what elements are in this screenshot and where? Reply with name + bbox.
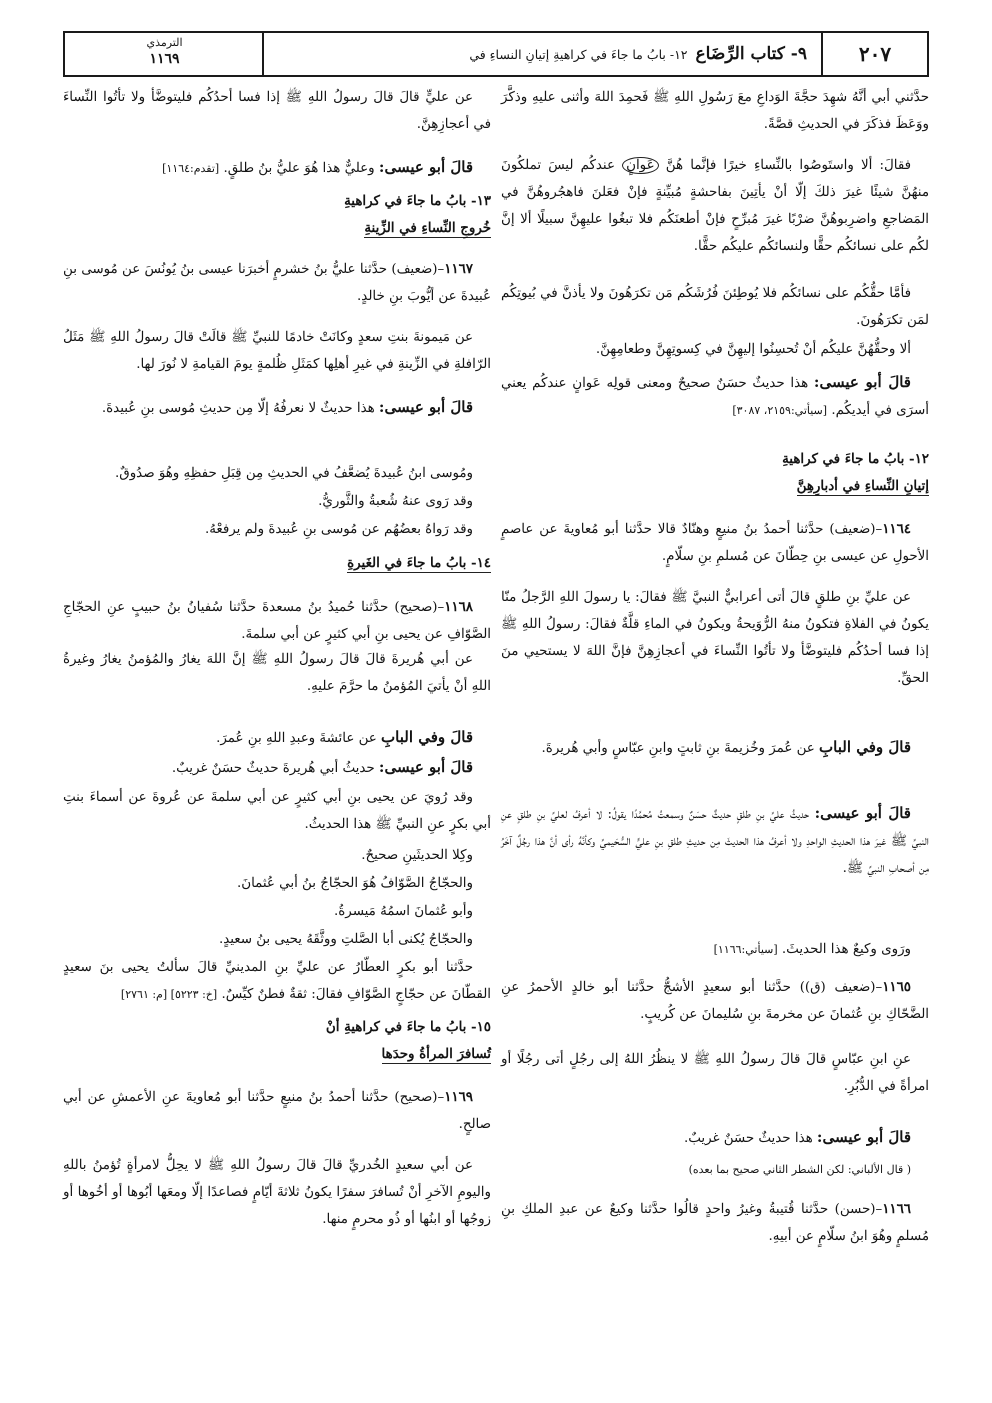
chapter-heading-line: ١٢- بابُ ما جاءَ في كراهيةِ bbox=[782, 451, 929, 467]
paragraph bbox=[63, 842, 491, 869]
text-line: حدَّثني أبي أنَّهُ شهِدَ حجَّةَ الوَداعِ معَ رَسُولِ اللهِ ﷺ فَحمِدَ اللهَ وأثنى عليهِ وذكَّرَ ووَعَظَ فذكَرَ في الحديثِ قصَّةً. bbox=[501, 90, 929, 132]
text-paragraph: وأبو عُثمانَ اسمُهُ مَيسرةُ. bbox=[334, 904, 473, 919]
isnad: ١١٦٨–(صحيح) حدَّثنا حُميدُ بنُ مسعدةَ حدَّثنا سُفيانُ بنُ حبيبٍ عنِ الحجّاجِ الصَّوّافِ عن يحيى بنِ أبي كثيرٍ عن أبي سلمةَ. bbox=[63, 599, 491, 642]
chapter-heading-text: ١٤- بابُ ما جاءَ في الغَيرةِ bbox=[347, 555, 491, 571]
tirmidhi-comment bbox=[501, 1124, 929, 1152]
chapter-title: ١٢- بابُ ما جاءَ في كراهيةِ إتيانِ النساءِ في bbox=[469, 46, 688, 62]
speaker-label: قالَ وفي البابِ bbox=[381, 728, 473, 746]
hadith-number: ١١٦٧ bbox=[444, 261, 474, 277]
circled-word: عَوانٍ bbox=[622, 157, 658, 174]
hadith-grade: (ضعيف) bbox=[829, 522, 876, 537]
cross-reference: [سيأتي:٢١٥٩، ٣٠٨٧] bbox=[732, 404, 828, 417]
hadith-number: ١١٦٥ bbox=[882, 979, 911, 995]
tirmidhi-comment bbox=[501, 369, 929, 424]
page-number: ٢٠٧ bbox=[821, 33, 927, 75]
paragraph bbox=[63, 516, 491, 543]
hadith-1167 bbox=[63, 256, 491, 310]
isnad-text: حدَّثنا حُميدُ بنُ مسعدةَ حدَّثنا سُفيانُ بنُ حبيبٍ عنِ الحجّاجِ الصَّوّافِ عن يحيى بنِ أبي كثيرٍ عن أبي سلمةَ. bbox=[63, 600, 491, 642]
paragraph bbox=[501, 84, 929, 138]
text-paragraph: فأمَّا حقُّكُم على نسائكُم فلا يُوطِئنَ فُرُشَكُم مَن تكرَهُونَ ولا يأذنَّ في بُيوتِكُم لمَن تكرَهُونَ. bbox=[501, 286, 929, 328]
paragraph bbox=[63, 898, 491, 925]
text-paragraph: عن مَيمونةَ بنتِ سعدٍ وكانَتْ خادمًا للنبيِّ ﷺ قالَتْ قالَ رسولُ اللهِ ﷺ مَثَلُ الرّافلةِ في الزِّينةِ في غيرِ أهلِها كمَثَلِ ظُلمةٍ يومَ القيامةِ لا نُورَ لها. bbox=[63, 330, 491, 372]
hadith-grade: (حسن) bbox=[834, 1202, 876, 1217]
isnad-text: حدَّثنا قُتيبةُ وغيرُ واحدٍ قالُوا حدَّثنا وكيعٌ عن عبدِ الملكِ بنِ مُسلمٍ وهُوَ ابنُ سلّامٍ عن أبيهِ. bbox=[501, 1202, 929, 1244]
text-paragraph bbox=[63, 394, 491, 422]
book-title: ٩- كتاب الرِّضَاع bbox=[695, 44, 807, 64]
cross-reference: [تقدم:١١٦٤] bbox=[162, 162, 220, 175]
editor-note bbox=[501, 1160, 929, 1180]
text-paragraph bbox=[63, 724, 491, 752]
paragraph bbox=[501, 152, 929, 260]
comment-text: هذا حديثٌ حسَنٌ صحيحٌ ومعنى قولِه عَوانٍ عندكُم يعني أسرَى في أيديكُم. bbox=[501, 376, 929, 418]
isnad: ١١٦٥–(ضعيف (ق)) حدَّثنا أبو سعيدٍ الأشجُّ حدَّثنا أبو خالدٍ الأحمرُ عنِ الضَّحّاكِ بنِ عُثمانَ عن مخرمةَ بنِ سُليمانَ عن كُريبٍ. bbox=[501, 979, 929, 1022]
chapter-heading bbox=[63, 188, 491, 242]
text-run: عندكُم ليسَ تملكُونَ منهُنَّ شيئًا غيرَ ذلكَ إلّا أنْ يأتِينَ بفاحشةٍ مُبيِّنةٍ فإنْ فعَلنَ فاهجُروهُنَّ في المَضاجعِ واضرِبوهُنَّ ضرْبًا غيرَ مُبرِّحٍ فإنْ أطعنَكُم فلا تبغُوا عليهِنَّ سبيلًا ألا إنَّ لكُم على نسائكُم حقًّا ولنسائكُم عليكُم حقًّا. bbox=[501, 158, 929, 254]
text-paragraph bbox=[63, 954, 491, 1008]
text-paragraph: عن عليِّ بنِ طلقٍ قالَ أتى أعرابيٌّ النبيَّ ﷺ فقالَ: يا رسولَ اللهِ الرَّجلُ منّا يكونُ في الفلاةِ فتكونُ منهُ الرُّوَيحةُ ويكونُ في الماءِ قلَّةٌ فقالَ: رسولُ اللهِ ﷺ إذا فسا أحدُكُم فليتوضَّأ ولا تأتُوا النِّساءَ في أعجازِهِنَّ فإنَّ اللهَ لا يستحيي منَ الحقِّ. bbox=[501, 590, 929, 686]
chapter-heading-line: ١٣- بابُ ما جاءَ في كراهيةِ bbox=[344, 193, 491, 209]
comment-text: حديثُ عليِّ بنِ طلقٍ حديثٌ حسَنٌ وسمعتُ مُحمَّدًا يقولُ: لا أعرفُ لعليِّ بنِ طلقٍ عنِ النبيِّ ﷺ غيرَ هذا الحديثِ الواحدِ ولا أعرفُ هذا الحديثَ مِن حديثِ طلقِ بنِ عليٍّ السُّحَيميِّ وكأنَّهُ رأى أنَّ هذا رجُلٌ آخَرُ مِن أصحابِ النبيِّ ﷺ. bbox=[501, 807, 929, 876]
collection-ref bbox=[65, 33, 264, 75]
hadith-matn bbox=[63, 646, 491, 700]
isnad: ١١٦٤–(ضعيف) حدَّثنا أحمدُ بنُ منيعٍ وهنّادٌ قالا حدَّثنا أبو مُعاويةَ عن عاصمٍ الأحولِ عن عيسى بنِ حِطّانَ عن مُسلمِ بنِ سلّامٍ. bbox=[501, 521, 929, 564]
text-paragraph bbox=[501, 369, 929, 424]
text-paragraph bbox=[501, 1124, 929, 1152]
text-run: فقالَ: ألا واستَوصُوا بالنِّساءِ خيرًا فإنَّما هُنَّ bbox=[665, 158, 912, 173]
isnad: ١١٦٧–(ضعيف) حدَّثنا عليُّ بنُ خشرمٍ أخبرَنا عيسى بنُ يُونُسَ عن مُوسى بنِ عُبيدةَ عن أيُّوبَ بنِ خالدٍ. bbox=[63, 261, 491, 304]
text-run: ورَوى وكيعٌ هذا الحديثَ. bbox=[781, 942, 911, 957]
comment-text: هذا حديثٌ لا نعرفُهُ إلّا مِن حديثِ مُوسى بنِ عُبيدةَ. bbox=[101, 401, 375, 416]
tirmidhi-comment bbox=[63, 724, 491, 752]
isnad-text: حدَّثنا أحمدُ بنُ منيعٍ حدَّثنا أبو مُعاويةَ عنِ الأعمشِ عن أبي صالحٍ. bbox=[63, 1090, 491, 1132]
text-paragraph: وقد رَواهُ بعضُهُم عن مُوسى بنِ عُبيدةَ ولم يرفعْهُ. bbox=[204, 522, 473, 537]
chapter-heading-line bbox=[501, 473, 929, 500]
hadith-matn bbox=[63, 324, 491, 378]
text-paragraph bbox=[501, 734, 929, 762]
hadith-number: ١١٦٨ bbox=[444, 599, 473, 615]
albani-note: ( قال الألباني: لكن الشطر الثاني صحيح بما بعده) bbox=[688, 1163, 911, 1176]
chapter-heading-line bbox=[63, 550, 491, 577]
text-paragraph bbox=[501, 936, 929, 963]
speaker-label: قالَ أبو عيسى: bbox=[378, 758, 473, 776]
speaker-label: قالَ أبو عيسى: bbox=[813, 373, 911, 391]
hadith-number: ١١٦٤ bbox=[882, 521, 911, 537]
cross-reference: [سيأتي:١١٦٦] bbox=[713, 943, 778, 956]
speaker-label: قالَ أبو عيسى: bbox=[814, 804, 911, 822]
tirmidhi-comment bbox=[63, 154, 491, 182]
chapter-heading-line bbox=[63, 215, 491, 242]
isnad-text: حدَّثنا أحمدُ بنُ منيعٍ وهنّادٌ قالا حدَّثنا أبو مُعاويةَ عن عاصمٍ الأحولِ عن عيسى بنِ حِطّانَ عن مُسلمِ بنِ سلّامٍ. bbox=[501, 522, 929, 564]
isnad: ١١٦٦–(حسن) حدَّثنا قُتيبةُ وغيرُ واحدٍ قالُوا حدَّثنا وكيعٌ عن عبدِ الملكِ بنِ مُسلمٍ وهُوَ ابنُ سلّامٍ عن أبيهِ. bbox=[501, 1201, 929, 1244]
hadith-1169 bbox=[63, 1084, 491, 1138]
hadith-matn bbox=[63, 1152, 491, 1233]
speaker-label: قالَ أبو عيسى: bbox=[816, 1128, 911, 1146]
text-run: حدَّثنا أبو بكرٍ العطّارُ عن عليِّ بنِ المدينيِّ قالَ سألتُ يحيى بنَ سعيدٍ القطّانَ عن حجّاجٍ الصَّوّافِ فقالَ: ثقةٌ فطنٌ كيِّسٌ. bbox=[63, 960, 491, 1002]
hadith-matn bbox=[501, 1046, 929, 1100]
paragraph bbox=[63, 926, 491, 953]
paragraph bbox=[501, 280, 929, 334]
chapter-heading bbox=[63, 1014, 491, 1068]
isnad: ١١٦٩–(صحيح) حدَّثنا أحمدُ بنُ منيعٍ حدَّثنا أبو مُعاويةَ عنِ الأعمشِ عن أبي صالحٍ. bbox=[63, 1089, 491, 1132]
paragraph bbox=[63, 954, 491, 1008]
hadith-grade: (صحيح) bbox=[394, 1090, 438, 1105]
chapter-heading bbox=[63, 550, 491, 577]
hadith-1164 bbox=[501, 516, 929, 570]
chapter-heading-text: خُروجِ النِّساءِ في الزِّينةِ bbox=[364, 220, 491, 236]
paragraph bbox=[63, 784, 491, 838]
comment-text: هذا حديثٌ حسَنٌ غريبٌ. bbox=[683, 1131, 813, 1146]
text-paragraph: والحجّاجُ يُكنى أبا الصَّلتِ ووثَّقَهُ يحيى بنُ سعيدٍ. bbox=[218, 932, 473, 947]
collection-label: الترمذي bbox=[146, 36, 183, 49]
text-paragraph: وقد رُويَ عن يحيى بنِ أبي كثيرٍ عن أبي سلمةَ عن عُروةَ عن أسماءَ بنتِ أبي بكرٍ عنِ النبيِّ ﷺ هذا الحديثُ. bbox=[63, 790, 491, 832]
comment-text: وعليٌّ هذا هُوَ عليُّ بنُ طلقٍ. bbox=[223, 161, 375, 176]
hadith-grade: (ضعيف) bbox=[391, 262, 438, 277]
text-paragraph bbox=[501, 800, 929, 882]
tirmidhi-comment bbox=[63, 754, 491, 782]
hadith-1166 bbox=[501, 1196, 929, 1250]
text-paragraph: وكِلا الحديثَينِ صحيحٌ. bbox=[361, 848, 473, 863]
text-paragraph: ألا وحقُّهُنَّ عليكُم أنْ تُحسِنُوا إليهِنَّ في كِسوتِهِنَّ وطعامِهِنَّ. bbox=[595, 342, 911, 357]
chapter-heading-line: ١٥- بابُ ما جاءَ في كراهيةِ أنْ bbox=[325, 1019, 491, 1035]
hadith-matn bbox=[501, 584, 929, 692]
paragraph bbox=[63, 870, 491, 897]
chapter-heading-line bbox=[63, 1041, 491, 1068]
comment-text: عن عائشةَ وعبدِ اللهِ بنِ عُمرَ. bbox=[216, 731, 377, 746]
text-paragraph: والحجّاجُ الصَّوّافُ هُوَ الحجّاجُ بنُ أبي عُثمانَ. bbox=[236, 876, 473, 891]
hadith-range: ١١٦٩ bbox=[149, 51, 180, 67]
chapter-heading-text: تُسافرَ المرأةُ وحدَها bbox=[381, 1046, 491, 1062]
comment-text: حديثُ أبي هُريرةَ حديثٌ حسَنٌ غريبٌ. bbox=[171, 761, 375, 776]
running-title bbox=[262, 33, 821, 75]
comment-text: عن عُمرَ وخُزيمةَ بنِ ثابتٍ وابنِ عبّاسٍ وأبي هُريرةَ. bbox=[541, 741, 815, 756]
paragraph bbox=[63, 84, 491, 138]
text-paragraph: ومُوسى ابنُ عُبيدةَ يُضعَّفُ في الحديثِ مِن قِبَلِ حفظِهِ وهُوَ صدُوقٌ. bbox=[115, 466, 473, 481]
hadith-number: ١١٦٦ bbox=[882, 1201, 911, 1217]
isnad-text: حدَّثنا أبو سعيدٍ الأشجُّ حدَّثنا أبو خالدٍ الأحمرُ عنِ الضَّحّاكِ بنِ عُثمانَ عن مخرمةَ بنِ سُليمانَ عن كُريبٍ. bbox=[501, 980, 929, 1022]
text-paragraph: عن أبي سعيدٍ الخُدريِّ قالَ قالَ رسولُ اللهِ ﷺ لا يحِلُّ لامرأةٍ تُؤمنُ باللهِ واليومِ الآخرِ أنْ تُسافرَ سفرًا يكونُ ثلاثةَ أيّامٍ فصاعدًا إلّا ومعَها أبُوها أو أخُوها أو زوجُها أو ابنُها أو ذُو محرمٍ منها. bbox=[63, 1158, 491, 1227]
hadith-grade: (ضعيف (ق)) bbox=[799, 980, 876, 995]
text-paragraph bbox=[63, 754, 491, 782]
speaker-label: قالَ وفي البابِ bbox=[819, 738, 911, 756]
text-paragraph: وقد رَوى عنهُ شُعبةُ والثَّوريُّ. bbox=[318, 494, 473, 509]
text-paragraph bbox=[63, 154, 491, 182]
hadith-grade: (صحيح) bbox=[394, 600, 438, 615]
text-paragraph: عن أبي هُريرةَ قالَ قالَ رسولُ اللهِ ﷺ إنَّ اللهَ يغارُ والمُؤمنُ يغارُ وغيرةُ اللهِ أنْ يأتيَ المُؤمنُ ما حرَّمَ عليهِ. bbox=[63, 652, 491, 694]
paragraph bbox=[63, 460, 491, 487]
paragraph bbox=[501, 336, 929, 363]
chapter-heading-text: إتيانِ النِّساءِ في أدبارِهِنَّ bbox=[796, 478, 929, 494]
hadith-1165 bbox=[501, 974, 929, 1028]
chapter-heading bbox=[501, 446, 929, 500]
speaker-label: قالَ أبو عيسى: bbox=[378, 158, 473, 176]
text-paragraph: عن عليٍّ قالَ قالَ رسولُ اللهِ ﷺ إذا فسا أحدُكُم فليتوضَّأ ولا تأتُوا النِّساءَ في أعجازِهِنَّ. bbox=[63, 90, 491, 132]
hadith-number: ١١٦٩ bbox=[444, 1089, 473, 1105]
tirmidhi-comment bbox=[63, 394, 491, 422]
tirmidhi-comment bbox=[501, 734, 929, 762]
tirmidhi-comment bbox=[501, 800, 929, 882]
text-paragraph bbox=[501, 152, 929, 260]
hadith-1168 bbox=[63, 594, 491, 648]
isnad-text: حدَّثنا عليُّ بنُ خشرمٍ أخبرَنا عيسى بنُ يُونُسَ عن مُوسى بنِ عُبيدةَ عن أيُّوبَ بنِ خالدٍ. bbox=[63, 262, 491, 304]
speaker-label: قالَ أبو عيسى: bbox=[378, 398, 473, 416]
text-paragraph: عنِ ابنِ عبّاسٍ قالَ قالَ رسولُ اللهِ ﷺ لا ينظُرُ اللهُ إلى رجُلٍ أتى رجُلًا أو امرأةً في الدُّبُرِ. bbox=[501, 1052, 929, 1094]
paragraph bbox=[501, 936, 929, 963]
paragraph bbox=[63, 488, 491, 515]
page-header bbox=[63, 31, 929, 77]
cross-reference: [خ: ٥٢٢٣] [م: ٢٧٦١] bbox=[120, 988, 218, 1001]
